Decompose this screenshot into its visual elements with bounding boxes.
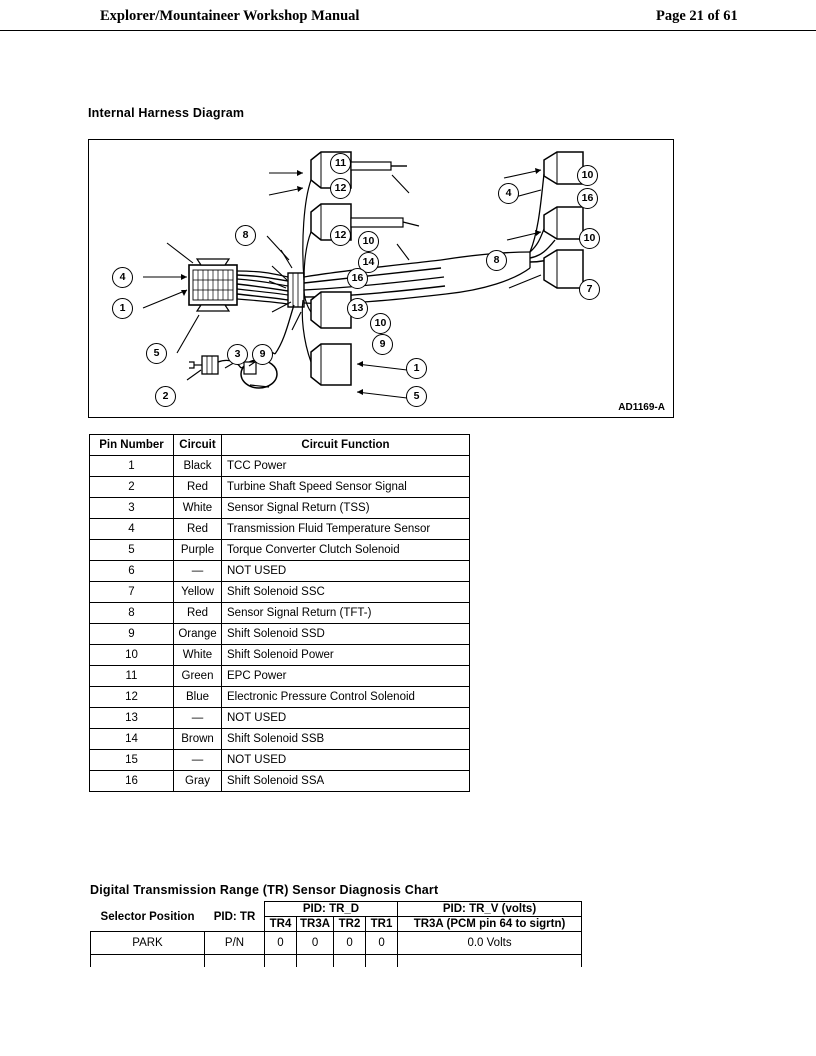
callout-3: 3 bbox=[227, 344, 248, 365]
table-row bbox=[90, 708, 470, 729]
cell-pin: 6 bbox=[90, 561, 174, 582]
cell-pin: 10 bbox=[90, 645, 174, 666]
pin-assignment-table bbox=[89, 434, 470, 792]
table-group-header-row bbox=[91, 902, 582, 917]
table-row bbox=[90, 582, 470, 603]
column-header-circuit-function: Circuit Function bbox=[222, 435, 470, 456]
table-row bbox=[90, 477, 470, 498]
table-row bbox=[90, 540, 470, 561]
callout-1-bottom: 1 bbox=[406, 358, 427, 379]
cell-circuit: Purple bbox=[174, 540, 222, 561]
cell-function: NOT USED bbox=[222, 750, 470, 771]
cell-pin: 16 bbox=[90, 771, 174, 792]
cell-pin: 13 bbox=[90, 708, 174, 729]
callout-11: 11 bbox=[330, 153, 351, 174]
callout-16-mid: 16 bbox=[347, 268, 368, 289]
table-row bbox=[90, 519, 470, 540]
table-row bbox=[90, 498, 470, 519]
cell-function: Shift Solenoid Power bbox=[222, 645, 470, 666]
cell-pin: 4 bbox=[90, 519, 174, 540]
cell-circuit: Red bbox=[174, 477, 222, 498]
cell-pin: 12 bbox=[90, 687, 174, 708]
cell-function: Sensor Signal Return (TFT-) bbox=[222, 603, 470, 624]
cell-circuit: Green bbox=[174, 666, 222, 687]
cell-pin: 1 bbox=[90, 456, 174, 477]
cell-circuit: Red bbox=[174, 603, 222, 624]
cell-function: Shift Solenoid SSB bbox=[222, 729, 470, 750]
cell-function: NOT USED bbox=[222, 561, 470, 582]
callout-2: 2 bbox=[155, 386, 176, 407]
cell-circuit: Gray bbox=[174, 771, 222, 792]
cell-function: Shift Solenoid SSC bbox=[222, 582, 470, 603]
cell-circuit: Black bbox=[174, 456, 222, 477]
cell-tr3a: 0 bbox=[297, 932, 334, 955]
cell-tr4 bbox=[265, 955, 297, 967]
table-header-row bbox=[90, 435, 470, 456]
callout-4-left: 4 bbox=[112, 267, 133, 288]
table-row bbox=[90, 750, 470, 771]
cell-function: NOT USED bbox=[222, 708, 470, 729]
cell-tr2 bbox=[334, 955, 366, 967]
cell-tr4: 0 bbox=[265, 932, 297, 955]
column-header-trv-detail: TR3A (PCM pin 64 to sigrtn) bbox=[398, 917, 582, 932]
figure-code: AD1169-A bbox=[618, 402, 665, 413]
header-divider bbox=[0, 30, 816, 31]
cell-pin: 15 bbox=[90, 750, 174, 771]
internal-harness-diagram-title: Internal Harness Diagram bbox=[88, 106, 245, 120]
callout-4-top: 4 bbox=[498, 183, 519, 204]
cell-pin: 9 bbox=[90, 624, 174, 645]
table-row bbox=[90, 456, 470, 477]
group-header-pid-tr-v: PID: TR_V (volts) bbox=[398, 902, 582, 917]
table-row bbox=[90, 645, 470, 666]
cell-circuit: — bbox=[174, 561, 222, 582]
manual-title: Explorer/Mountaineer Workshop Manual bbox=[100, 8, 360, 24]
cell-circuit: Blue bbox=[174, 687, 222, 708]
cell-volts bbox=[398, 955, 582, 967]
internal-harness-diagram bbox=[88, 139, 674, 418]
callout-10-right-mid: 10 bbox=[579, 228, 600, 249]
table-row bbox=[91, 932, 582, 955]
cell-tr1 bbox=[366, 955, 398, 967]
cell-selector-position: PARK bbox=[91, 932, 205, 955]
cell-pin: 2 bbox=[90, 477, 174, 498]
cell-circuit: Orange bbox=[174, 624, 222, 645]
column-header-pid-tr: PID: TR bbox=[205, 902, 265, 932]
cell-function: EPC Power bbox=[222, 666, 470, 687]
cell-pin: 11 bbox=[90, 666, 174, 687]
cell-function: TCC Power bbox=[222, 456, 470, 477]
column-header-tr4: TR4 bbox=[265, 917, 297, 932]
callout-10-right-top: 10 bbox=[577, 165, 598, 186]
table-row bbox=[90, 729, 470, 750]
cell-function: Transmission Fluid Temperature Sensor bbox=[222, 519, 470, 540]
column-header-tr1: TR1 bbox=[366, 917, 398, 932]
callout-12: 12 bbox=[330, 178, 351, 199]
column-header-pin-number: Pin Number bbox=[90, 435, 174, 456]
tr-sensor-chart-title: Digital Transmission Range (TR) Sensor Diagnosis Chart bbox=[90, 883, 439, 897]
callout-9: 9 bbox=[252, 344, 273, 365]
cell-pin: 14 bbox=[90, 729, 174, 750]
group-header-pid-tr-d: PID: TR_D bbox=[265, 902, 398, 917]
callout-8-left: 8 bbox=[235, 225, 256, 246]
column-header-tr3a: TR3A bbox=[297, 917, 334, 932]
cell-circuit: — bbox=[174, 708, 222, 729]
cell-pid-tr: P/N bbox=[205, 932, 265, 955]
table-row bbox=[90, 771, 470, 792]
cell-pin: 5 bbox=[90, 540, 174, 561]
callout-1-left: 1 bbox=[112, 298, 133, 319]
cell-pid-tr bbox=[205, 955, 265, 967]
callout-10-low: 10 bbox=[370, 313, 391, 334]
cell-selector-position bbox=[91, 955, 205, 967]
table-row bbox=[90, 666, 470, 687]
callout-8-mid: 8 bbox=[486, 250, 507, 271]
callout-16-right: 16 bbox=[577, 188, 598, 209]
callout-12-mid: 12 bbox=[330, 225, 351, 246]
callout-10-mid: 10 bbox=[358, 231, 379, 252]
cell-pin: 3 bbox=[90, 498, 174, 519]
cell-function: Shift Solenoid SSD bbox=[222, 624, 470, 645]
callout-5-left: 5 bbox=[146, 343, 167, 364]
cell-function: Shift Solenoid SSA bbox=[222, 771, 470, 792]
cell-function: Electronic Pressure Control Solenoid bbox=[222, 687, 470, 708]
callout-13: 13 bbox=[347, 298, 368, 319]
cell-circuit: Brown bbox=[174, 729, 222, 750]
cell-circuit: Red bbox=[174, 519, 222, 540]
column-header-tr2: TR2 bbox=[334, 917, 366, 932]
callout-9-low: 9 bbox=[372, 334, 393, 355]
cell-pin: 8 bbox=[90, 603, 174, 624]
cell-tr3a bbox=[297, 955, 334, 967]
table-row bbox=[90, 603, 470, 624]
column-header-selector-position: Selector Position bbox=[91, 902, 205, 932]
column-header-circuit: Circuit bbox=[174, 435, 222, 456]
cell-function: Turbine Shaft Speed Sensor Signal bbox=[222, 477, 470, 498]
cell-circuit: — bbox=[174, 750, 222, 771]
cell-pin: 7 bbox=[90, 582, 174, 603]
callout-14: 14 bbox=[358, 252, 379, 273]
table-row bbox=[90, 561, 470, 582]
cell-tr2: 0 bbox=[334, 932, 366, 955]
table-row bbox=[90, 624, 470, 645]
page-number-label: Page 21 of 61 bbox=[656, 8, 738, 24]
cell-circuit: Yellow bbox=[174, 582, 222, 603]
table-row bbox=[90, 687, 470, 708]
cell-tr1: 0 bbox=[366, 932, 398, 955]
callout-5-bottom: 5 bbox=[406, 386, 427, 407]
cell-function: Torque Converter Clutch Solenoid bbox=[222, 540, 470, 561]
callout-7-right: 7 bbox=[579, 279, 600, 300]
cell-function: Sensor Signal Return (TSS) bbox=[222, 498, 470, 519]
cell-circuit: White bbox=[174, 645, 222, 666]
cell-circuit: White bbox=[174, 498, 222, 519]
cell-volts: 0.0 Volts bbox=[398, 932, 582, 955]
table-row-clipped bbox=[91, 955, 582, 967]
tr-sensor-diagnosis-table bbox=[90, 901, 582, 967]
